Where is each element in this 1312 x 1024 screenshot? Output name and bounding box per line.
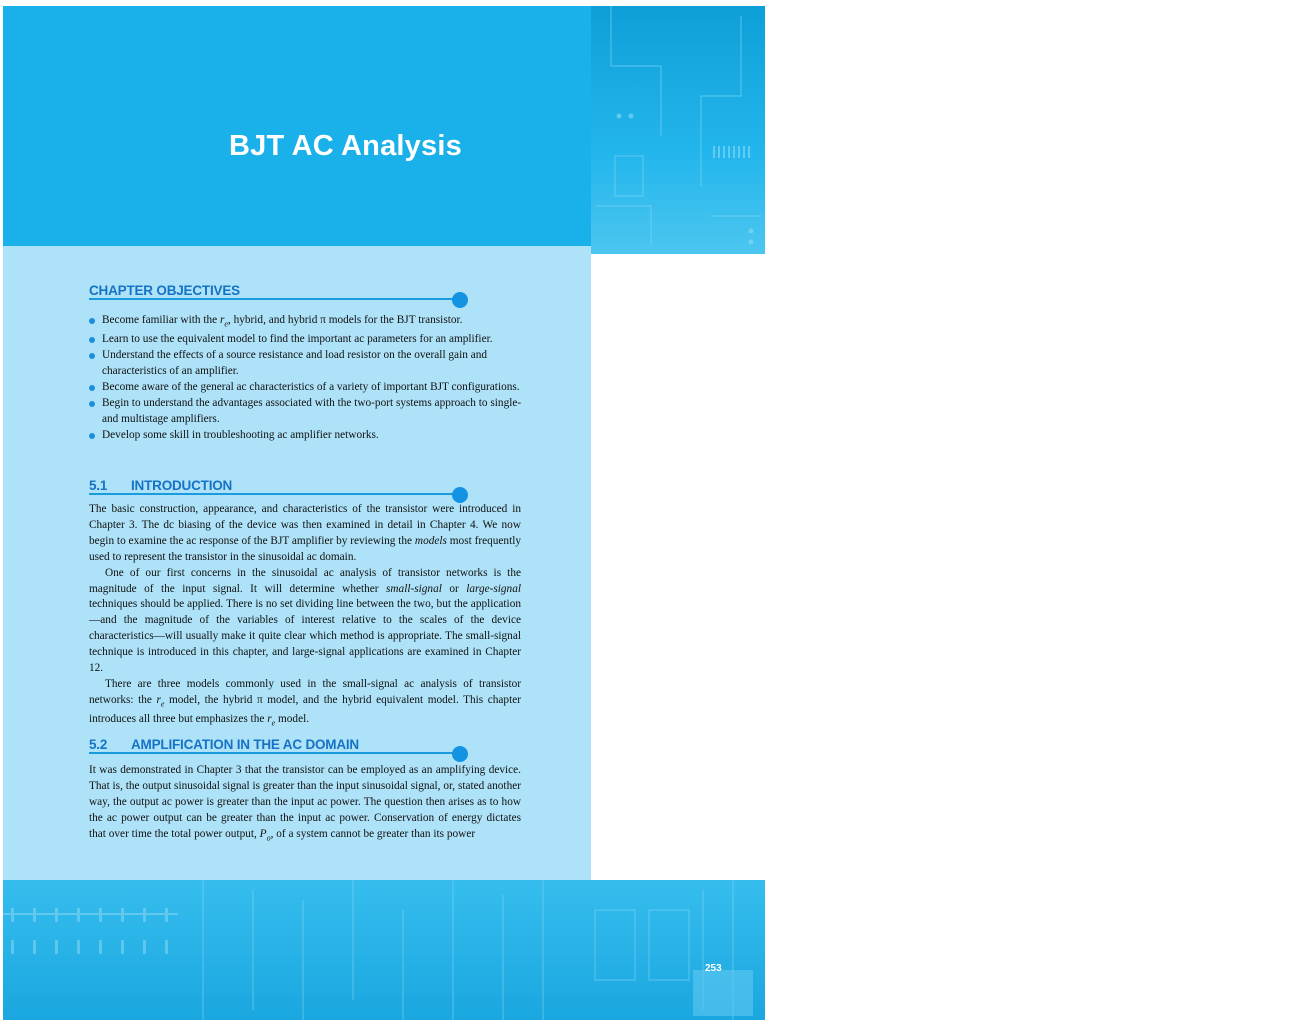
circuit-pattern-bottom (3, 880, 765, 1020)
objective-item: Begin to understand the advantages associated with the two-port systems approach to single- and multistage amplifiers. (89, 396, 529, 428)
section-5-2-rule (89, 752, 461, 754)
section-5-1-body (89, 502, 521, 731)
circuit-pattern-top (591, 6, 765, 254)
section-5-1-heading: 5.1 INTRODUCTION (89, 478, 233, 493)
page-number: 253 (705, 963, 722, 974)
chapter-number: 5 (1229, 59, 1312, 227)
bullet-icon (89, 337, 95, 343)
section-5-2-bullet-dot (452, 746, 468, 762)
paragraph: There are three models commonly used in the small-signal ac analysis of transistor networks: the $r_e$ model, the hybrid π model, and the hybrid equivalent model. This chapter introduces all three but emphasizes the $r_e$ model. (89, 677, 521, 728)
chapter-header-band (3, 6, 591, 246)
circuit-board-photo-bottom (3, 880, 765, 1020)
paragraph: One of our first concerns in the sinusoidal ac analysis of transistor networks is the magnitude of the input signal. It will determine whether small-signal or large-signal techniques should be applied. There is no set dividing line between the two, but the application—and the magnitude of the variables of interest relative to the scales of the device characteristics—will usually make it quite clear which method is appropriate. The small-signal technique is introduced in this chapter, and large-signal applications are examined in Chapter 12. (89, 566, 521, 675)
bullet-icon (89, 385, 95, 391)
bullet-icon (89, 353, 95, 359)
objectives-rule (89, 298, 461, 300)
objective-item: Learn to use the equivalent model to find the important ac parameters for an amplifier. (89, 332, 529, 348)
section-5-2-heading: 5.2 AMPLIFICATION IN THE AC DOMAIN (89, 737, 359, 752)
section-5-1-rule (89, 493, 461, 495)
paragraph: It was demonstrated in Chapter 3 that the transistor can be employed as an amplifying device. That is, the output sinusoidal signal is greater than the input sinusoidal signal, or, stated another way, the output ac power is greater than the input ac power. The question then arises as to how the ac power output can be greater than the input ac power. Conservation of energy dictates that over time the total power output, $P_o$, of a system cannot be greater than its power (89, 764, 521, 842)
circuit-board-photo-top (591, 6, 1312, 254)
bullet-icon (89, 318, 95, 324)
objectives-bullet-dot (452, 292, 468, 308)
objective-item: Become aware of the general ac characteristics of a variety of important BJT configurations. (89, 380, 529, 396)
section-5-1-bullet-dot (452, 487, 468, 503)
objective-item: Become familiar with the $r_e$, hybrid, and hybrid π models for the BJT transistor. (89, 313, 529, 332)
objective-item: Understand the effects of a source resistance and load resistor on the overall gain and characteristics of an amplifier. (89, 348, 529, 380)
bullet-icon (89, 401, 95, 407)
objective-item: Develop some skill in troubleshooting ac amplifier networks. (89, 428, 529, 444)
bullet-icon (89, 433, 95, 439)
objectives-heading: CHAPTER OBJECTIVES (89, 283, 240, 298)
chapter-title: BJT AC Analysis (229, 130, 462, 162)
book-page (3, 6, 1312, 1020)
margin-panel (591, 254, 765, 880)
section-5-2-body (89, 763, 521, 846)
objectives-list (89, 313, 529, 444)
paragraph: The basic construction, appearance, and characteristics of the transistor were introduced in Chapter 3. The dc biasing of the device was then examined in detail in Chapter 4. We now begin to examine the ac response of the BJT amplifier by reviewing the models most frequently used to represent the transistor in the sinusoidal ac domain. (89, 503, 522, 563)
